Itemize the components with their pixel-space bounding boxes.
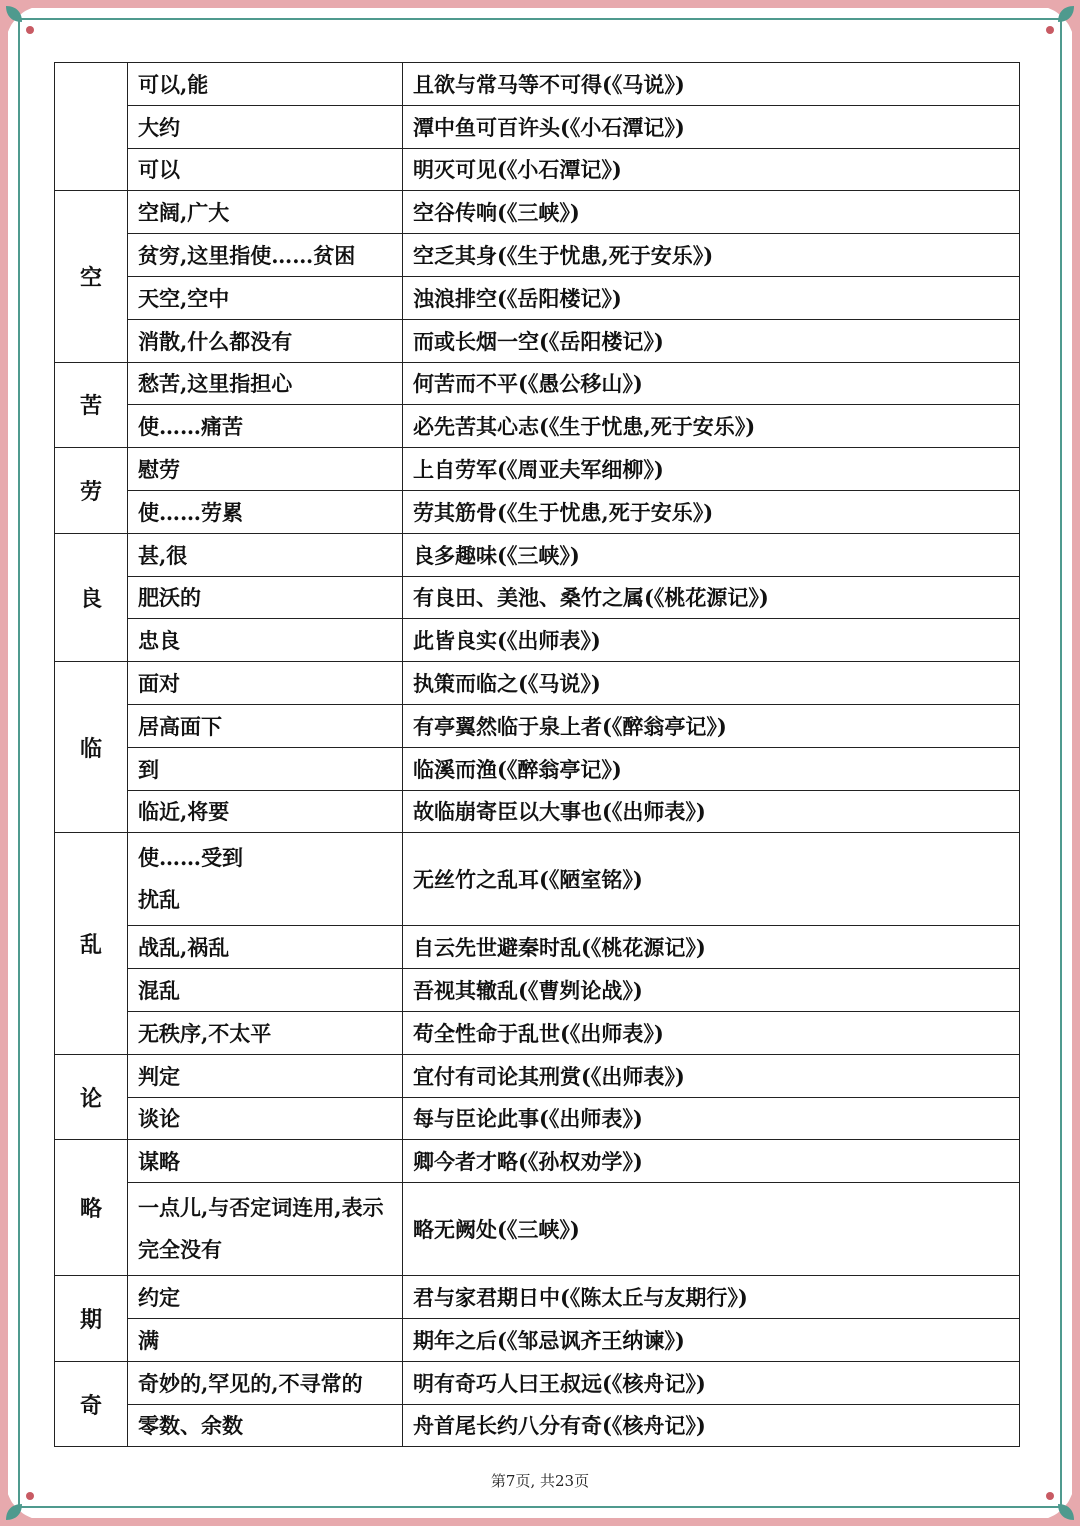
meaning-cell: 谈论 [128,1097,403,1140]
meaning-cell [128,1183,403,1276]
meaning-cell: 甚,很 [128,533,403,576]
example-cell: 而或长烟一空(《岳阳楼记》) [403,319,1020,362]
meaning-cell: 空阔,广大 [128,191,403,234]
meaning-cell: 满 [128,1318,403,1361]
page-number: 第7页, 共23页 [490,1472,590,1490]
meaning-cell: 谋略 [128,1140,403,1183]
meaning-cell: 奇妙的,罕见的,不寻常的 [128,1361,403,1404]
example-cell: 空谷传响(《三峡》) [403,191,1020,234]
table-row [55,576,1020,619]
example-cell: 潭中鱼可百许头(《小石潭记》) [403,105,1020,148]
example-cell: 明有奇巧人曰王叔远(《核舟记》) [403,1361,1020,1404]
example-cell: 临溪而渔(《醉翁亭记》) [403,747,1020,790]
table-row [55,619,1020,662]
example-cell: 卿今者才略(《孙权劝学》) [403,1140,1020,1183]
example-cell: 执策而临之(《马说》) [403,662,1020,705]
vocabulary-table-body [55,63,1020,1447]
headword-cell: 奇 [55,1361,128,1447]
corner-ornament-icon [0,0,56,56]
headword-cell [55,63,128,191]
example-cell: 此皆良实(《出师表》) [403,619,1020,662]
meaning-cell: 面对 [128,662,403,705]
table-row [55,1097,1020,1140]
meaning-cell: 临近,将要 [128,790,403,833]
table-row [55,1011,1020,1054]
example-cell: 舟首尾长约八分有奇(《核舟记》) [403,1404,1020,1447]
example-cell: 良多趣味(《三峡》) [403,533,1020,576]
headword-cell: 良 [55,533,128,661]
table-row [55,362,1020,405]
table-row [55,234,1020,277]
meaning-cell: 无秩序,不太平 [128,1011,403,1054]
headword-cell: 劳 [55,448,128,534]
table-row [55,1276,1020,1319]
example-cell: 明灭可见(《小石潭记》) [403,148,1020,191]
headword-cell: 空 [55,191,128,362]
table-row [55,63,1020,106]
example-cell: 宜付有司论其刑赏(《出师表》) [403,1054,1020,1097]
example-cell: 期年之后(《邹忌讽齐王纳谏》) [403,1318,1020,1361]
meaning-line: 扰乱 [138,887,180,913]
example-cell: 自云先世避秦时乱(《桃花源记》) [403,926,1020,969]
example-cell: 且欲与常马等不可得(《马说》) [403,63,1020,106]
table-row [55,790,1020,833]
meaning-cell: 使……劳累 [128,490,403,533]
table-row [55,1183,1020,1276]
meaning-cell: 零数、余数 [128,1404,403,1447]
meaning-cell: 愁苦,这里指担心 [128,362,403,405]
example-cell: 空乏其身(《生于忧患,死于安乐》) [403,234,1020,277]
table-row [55,704,1020,747]
meaning-cell: 使……痛苦 [128,405,403,448]
table-row [55,405,1020,448]
example-cell: 故临崩寄臣以大事也(《出师表》) [403,790,1020,833]
headword-cell: 略 [55,1140,128,1276]
headword-cell: 论 [55,1054,128,1140]
table-row [55,448,1020,491]
table-row [55,191,1020,234]
example-cell: 有良田、美池、桑竹之属(《桃花源记》) [403,576,1020,619]
meaning-cell: 慰劳 [128,448,403,491]
meaning-cell: 忠良 [128,619,403,662]
meaning-cell: 到 [128,747,403,790]
table-row [55,105,1020,148]
example-cell: 有亭翼然临于泉上者(《醉翁亭记》) [403,704,1020,747]
meaning-line: 使……受到 [138,845,243,871]
headword-cell: 期 [55,1276,128,1362]
meaning-cell: 战乱,祸乱 [128,926,403,969]
table-row [55,1404,1020,1447]
meaning-line: 完全没有 [138,1237,222,1263]
table-row [55,319,1020,362]
meaning-cell: 消散,什么都没有 [128,319,403,362]
table-row [55,969,1020,1012]
meaning-cell: 判定 [128,1054,403,1097]
table-row [55,833,1020,926]
example-cell: 无丝竹之乱耳(《陋室铭》) [403,833,1020,926]
example-cell: 君与家君期日中(《陈太丘与友期行》) [403,1276,1020,1319]
table-row [55,747,1020,790]
meaning-cell: 混乱 [128,969,403,1012]
table-row [55,1140,1020,1183]
table-row [55,1054,1020,1097]
example-cell: 浊浪排空(《岳阳楼记》) [403,276,1020,319]
example-cell: 上自劳军(《周亚夫军细柳》) [403,448,1020,491]
example-cell: 何苦而不平(《愚公移山》) [403,362,1020,405]
example-cell: 劳其筋骨(《生于忧患,死于安乐》) [403,490,1020,533]
meaning-cell: 贫穷,这里指使……贫困 [128,234,403,277]
meaning-cell: 约定 [128,1276,403,1319]
meaning-cell: 可以 [128,148,403,191]
headword-cell: 乱 [55,833,128,1054]
table-row [55,490,1020,533]
example-cell: 吾视其辙乱(《曹刿论战》) [403,969,1020,1012]
table-row [55,662,1020,705]
example-cell: 苟全性命于乱世(《出师表》) [403,1011,1020,1054]
meaning-cell: 可以,能 [128,63,403,106]
example-cell: 每与臣论此事(《出师表》) [403,1097,1020,1140]
meaning-cell: 居高面下 [128,704,403,747]
headword-cell: 临 [55,662,128,833]
vocabulary-table [54,62,1020,1447]
meaning-line: 一点儿,与否定词连用,表示 [138,1195,384,1221]
table-row [55,926,1020,969]
meaning-cell: 天空,空中 [128,276,403,319]
meaning-cell: 大约 [128,105,403,148]
table-row [55,533,1020,576]
table-row [55,276,1020,319]
meaning-cell: 肥沃的 [128,576,403,619]
meaning-cell [128,833,403,926]
table-row [55,1361,1020,1404]
table-row [55,148,1020,191]
table-row [55,1318,1020,1361]
example-cell: 必先苦其心志(《生于忧患,死于安乐》) [403,405,1020,448]
example-cell: 略无阙处(《三峡》) [403,1183,1020,1276]
headword-cell: 苦 [55,362,128,448]
corner-ornament-icon [1024,0,1080,56]
